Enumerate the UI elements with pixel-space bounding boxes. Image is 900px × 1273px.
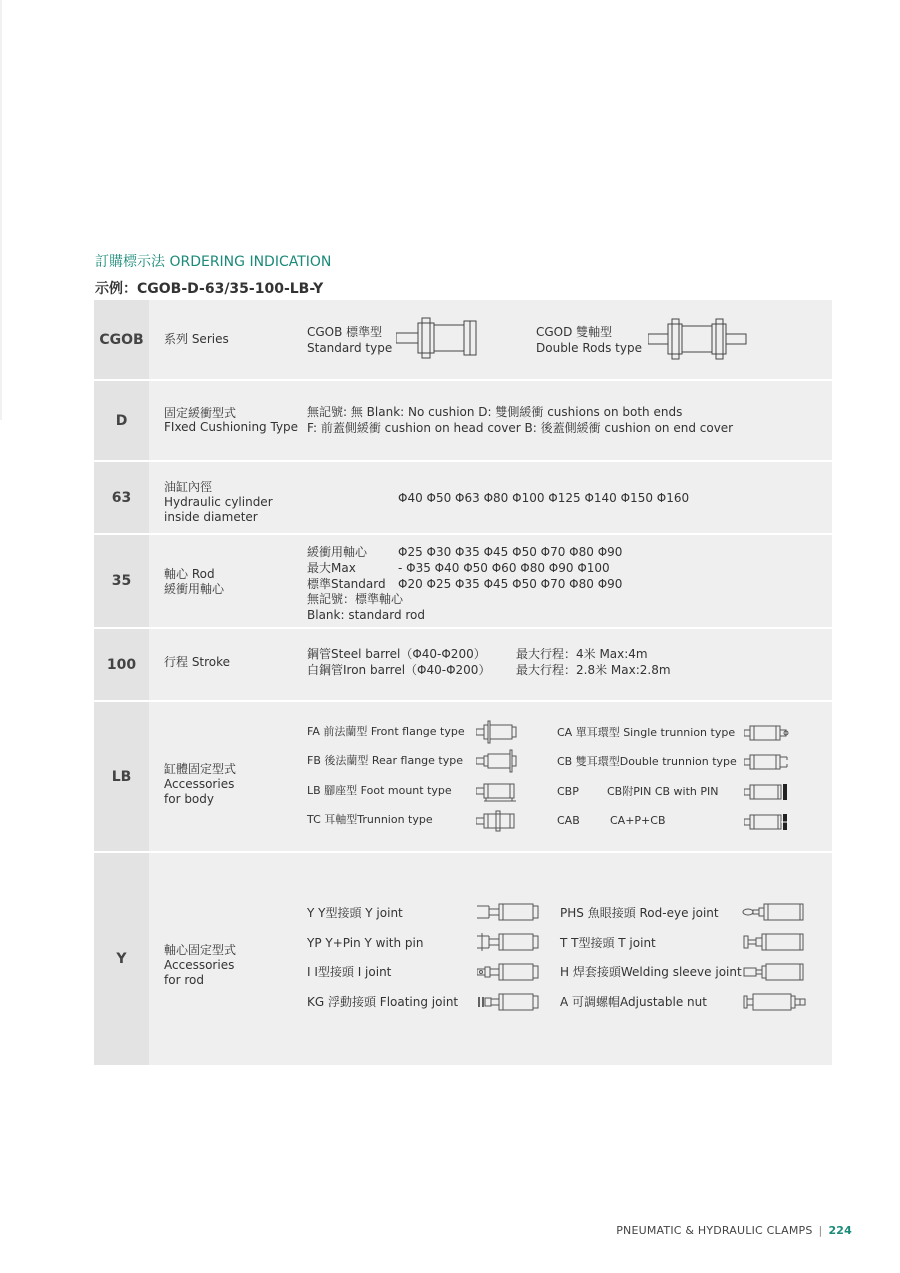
label-series: 系列 Series [164, 332, 229, 346]
t-joint-icon [742, 931, 808, 953]
i-joint-icon [477, 961, 541, 983]
rod-blank-en: Blank: standard rod [307, 608, 426, 622]
footer-separator: | [818, 1224, 823, 1237]
mount-cab-desc: CA+P+CB [610, 814, 666, 827]
double-rod-cylinder-icon [648, 318, 748, 360]
code-cushion: D [94, 381, 149, 460]
mount-cbp-desc: CB附PIN CB with PIN [607, 785, 719, 798]
code-bore: 63 [94, 462, 149, 533]
row-bore [94, 462, 832, 535]
rod-blank-zh: 無記號：標準軸心 [307, 592, 404, 606]
stroke-steel-max: 最大行程：4米 Max:4m [516, 647, 648, 661]
foot-mount-icon [476, 779, 518, 805]
code-body: LB [94, 702, 149, 851]
double-type-line2: Double Rods type [536, 341, 642, 355]
label-bore-line2: Hydraulic cylinder [164, 495, 273, 509]
joint-kg: KG 浮動接頭 Floating joint [307, 995, 459, 1009]
row-body-accessories [94, 702, 832, 853]
floating-joint-icon [477, 991, 541, 1013]
rod-header-standard: 標準Standard [307, 577, 386, 591]
front-flange-icon [476, 720, 518, 744]
code-stroke: 100 [94, 629, 149, 700]
double-type-line1: CGOD 雙軸型 [536, 325, 613, 339]
label-cushion-line2: FIxed Cushioning Type [164, 420, 299, 434]
mount-lb: LB 腳座型 Foot mount type [307, 784, 452, 797]
rod-header-cushion: 緩衝用軸心 [307, 545, 368, 559]
label-bore-line1: 油缸內徑 [164, 480, 213, 494]
mount-cb: CB 雙耳環型Double trunnion type [557, 755, 737, 768]
rod-header-max: 最大Max [307, 561, 356, 575]
code-series: CGOB [94, 300, 149, 379]
double-trunnion-pin-icon [744, 781, 790, 803]
trunnion-icon [476, 809, 518, 833]
welding-sleeve-joint-icon [742, 961, 808, 983]
std-type-line2: Standard type [307, 341, 393, 355]
row-rod-accessories [94, 853, 832, 1067]
page-edge-mark [0, 0, 2, 420]
mount-cbp-code: CBP [557, 785, 579, 798]
label-bore-line3: inside diameter [164, 510, 258, 524]
label-stroke: 行程 Stroke [164, 655, 231, 669]
row-rod [94, 535, 832, 629]
mount-cab-code: CAB [557, 814, 580, 827]
joint-y: Y Y型接頭 Y joint [307, 906, 403, 920]
code-rodacc: Y [94, 853, 149, 1065]
label-rod-line1: 軸心 Rod [164, 567, 215, 581]
double-trunnion-icon [744, 751, 790, 773]
label-body-line1: 缸體固定型式 [164, 762, 237, 776]
cab-icon [744, 811, 790, 833]
rear-flange-icon [476, 749, 518, 773]
cushion-desc-line1: 無記號: 無 Blank: No cushion D: 雙側緩衝 cushions on both ends [307, 405, 683, 419]
joint-t: T T型接頭 T joint [560, 936, 656, 950]
mount-ca: CA 單耳環型 Single trunnion type [557, 726, 736, 739]
ordering-table [94, 300, 832, 1067]
rod-values-cushion: Φ25 Φ30 Φ35 Φ45 Φ50 Φ70 Φ80 Φ90 [398, 545, 623, 559]
mount-fa: FA 前法蘭型 Front flange type [307, 725, 465, 738]
label-rod-line2: 緩衝用軸心 [164, 582, 225, 596]
rod-values-standard: Φ20 Φ25 Φ35 Φ45 Φ50 Φ70 Φ80 Φ90 [398, 577, 623, 591]
bore-values: Φ40 Φ50 Φ63 Φ80 Φ100 Φ125 Φ140 Φ150 Φ160 [398, 491, 690, 505]
joint-h: H 焊套接頭Welding sleeve joint [560, 965, 742, 979]
footer-title: PNEUMATIC & HYDRAULIC CLAMPS [616, 1224, 813, 1237]
cushion-desc-line2: F: 前蓋側緩衝 cushion on head cover B: 後蓋側緩衝 cushion on end cover [307, 421, 734, 435]
label-body-line3: for body [164, 792, 214, 806]
stroke-steel: 鋼管Steel barrel（Φ40-Φ200） [307, 647, 486, 661]
rod-values-max: - Φ35 Φ40 Φ50 Φ60 Φ80 Φ90 Φ100 [398, 561, 610, 575]
mount-tc: TC 耳軸型Trunnion type [307, 813, 433, 826]
joint-i: I I型接頭 I joint [307, 965, 392, 979]
joint-yp: YP Y+Pin Y with pin [307, 936, 424, 950]
mount-fb: FB 後法蘭型 Rear flange type [307, 754, 464, 767]
label-body-line2: Accessories [164, 777, 235, 791]
label-rodacc-line3: for rod [164, 973, 204, 987]
single-trunnion-icon [744, 722, 790, 744]
page-number: 224 [828, 1224, 852, 1237]
stroke-iron: 白鋼管Iron barrel（Φ40-Φ200） [307, 663, 491, 677]
rod-eye-joint-icon [742, 901, 808, 923]
std-type-line1: CGOB 標準型 [307, 325, 383, 339]
label-rodacc-line2: Accessories [164, 958, 235, 972]
row-cushion [94, 381, 832, 462]
adjustable-nut-icon [742, 991, 808, 1013]
row-series [94, 300, 832, 381]
joint-phs: PHS 魚眼接頭 Rod-eye joint [560, 906, 719, 920]
code-rod: 35 [94, 535, 149, 627]
label-rodacc-line1: 軸心固定型式 [164, 943, 237, 957]
standard-cylinder-icon [396, 316, 480, 360]
y-joint-icon [477, 901, 541, 923]
page-footer [616, 1224, 852, 1237]
stroke-iron-max: 最大行程：2.8米 Max:2.8m [516, 663, 671, 677]
row-stroke [94, 629, 832, 702]
y-pin-joint-icon [477, 931, 541, 953]
example-code: 示例：CGOB-D-63/35-100-LB-Y [95, 281, 324, 297]
joint-a: A 可調螺帽Adjustable nut [560, 995, 707, 1009]
section-heading: 訂購標示法 ORDERING INDICATION [95, 254, 332, 270]
label-cushion-line1: 固定緩衝型式 [164, 406, 237, 420]
